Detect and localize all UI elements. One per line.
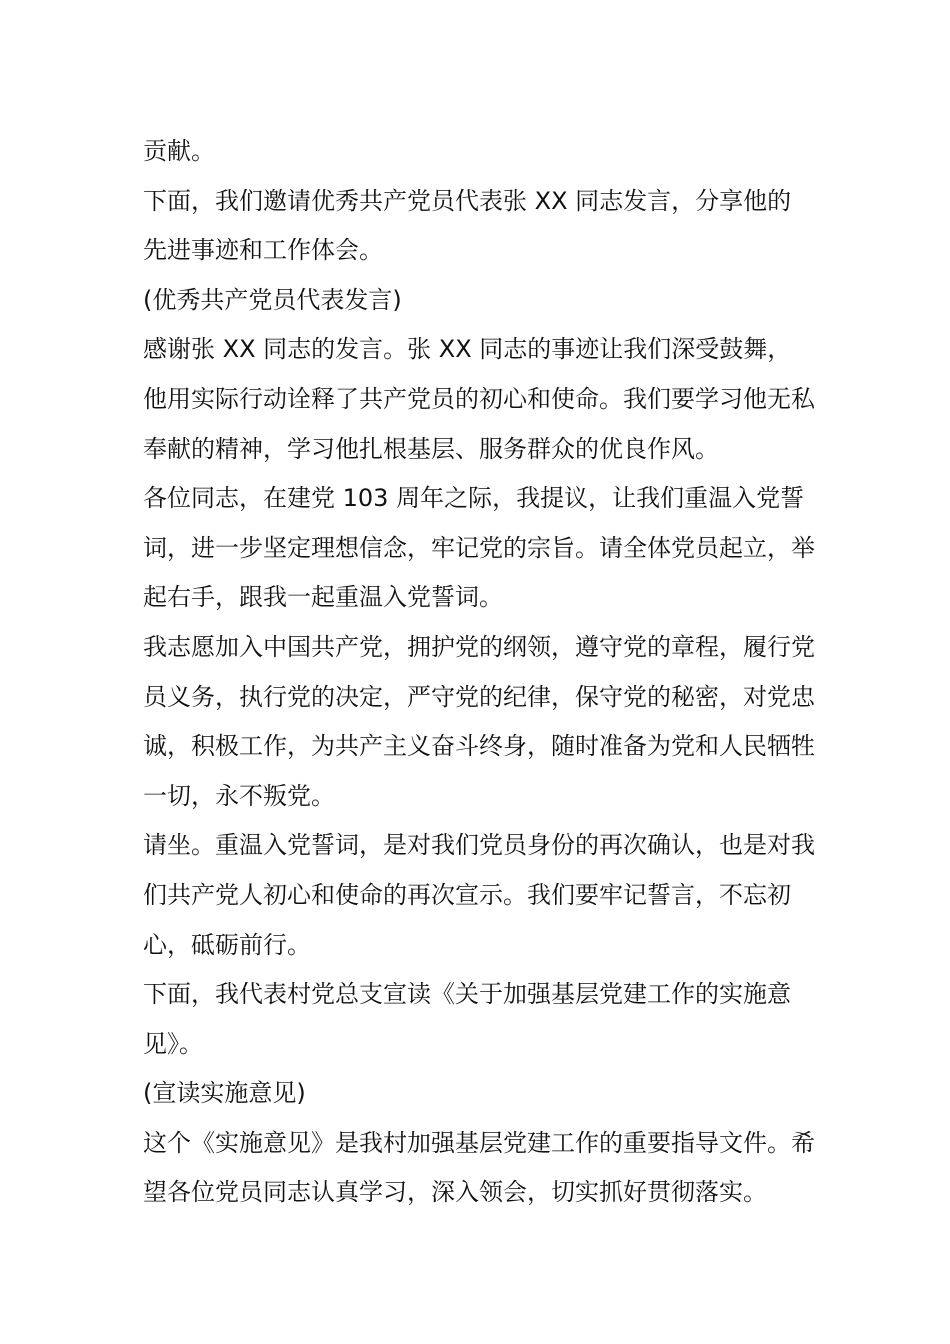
paragraph-8: 下面，我代表村党总支宣读《关于加强基层党建工作的实施意见》。 — [143, 980, 791, 1058]
paragraph-10: 这个《实施意见》是我村加强基层党建工作的重要指导文件。希望各位党员同志认真学习，深入领会，切实抓好贯彻落实。 — [143, 1128, 815, 1207]
paragraph-7: 请坐。重温入党誓词，是对我们党员身份的再次确认，也是对我们共产党人初心和使命的再次宣示。我们要牢记誓言，不忘初心，砥砺前行。 — [143, 831, 815, 959]
paragraph-1: 贡献。 — [143, 137, 215, 165]
document-body — [143, 127, 815, 1218]
paragraph-4: 感谢张 XX 同志的发言。张 XX 同志的事迹让我们深受鼓舞，他用实际行动诠释了共产党员的初心和使命。我们要学习他无私奉献的精神，学习他扎根基层、服务群众的优良作风。 — [143, 335, 815, 463]
paragraph-5: 各位同志，在建党 103 周年之际，我提议，让我们重温入党誓词，进一步坚定理想信念，牢记党的宗旨。请全体党员起立，举起右手，跟我一起重温入党誓词。 — [143, 484, 815, 612]
paragraph-3: (优秀共产党员代表发言) — [143, 285, 402, 314]
paragraph-9: (宣读实施意见) — [143, 1079, 306, 1108]
paragraph-2: 下面，我们邀请优秀共产党员代表张 XX 同志发言，分享他的先进事迹和工作体会。 — [143, 186, 792, 265]
paragraph-6: 我志愿加入中国共产党，拥护党的纲领，遵守党的章程，履行党员义务，执行党的决定，严守党的纪律，保守党的秘密，对党忠诚，积极工作，为共产主义奋斗终身，随时准备为党和人民牺牲一切，永不叛党。 — [143, 632, 815, 810]
